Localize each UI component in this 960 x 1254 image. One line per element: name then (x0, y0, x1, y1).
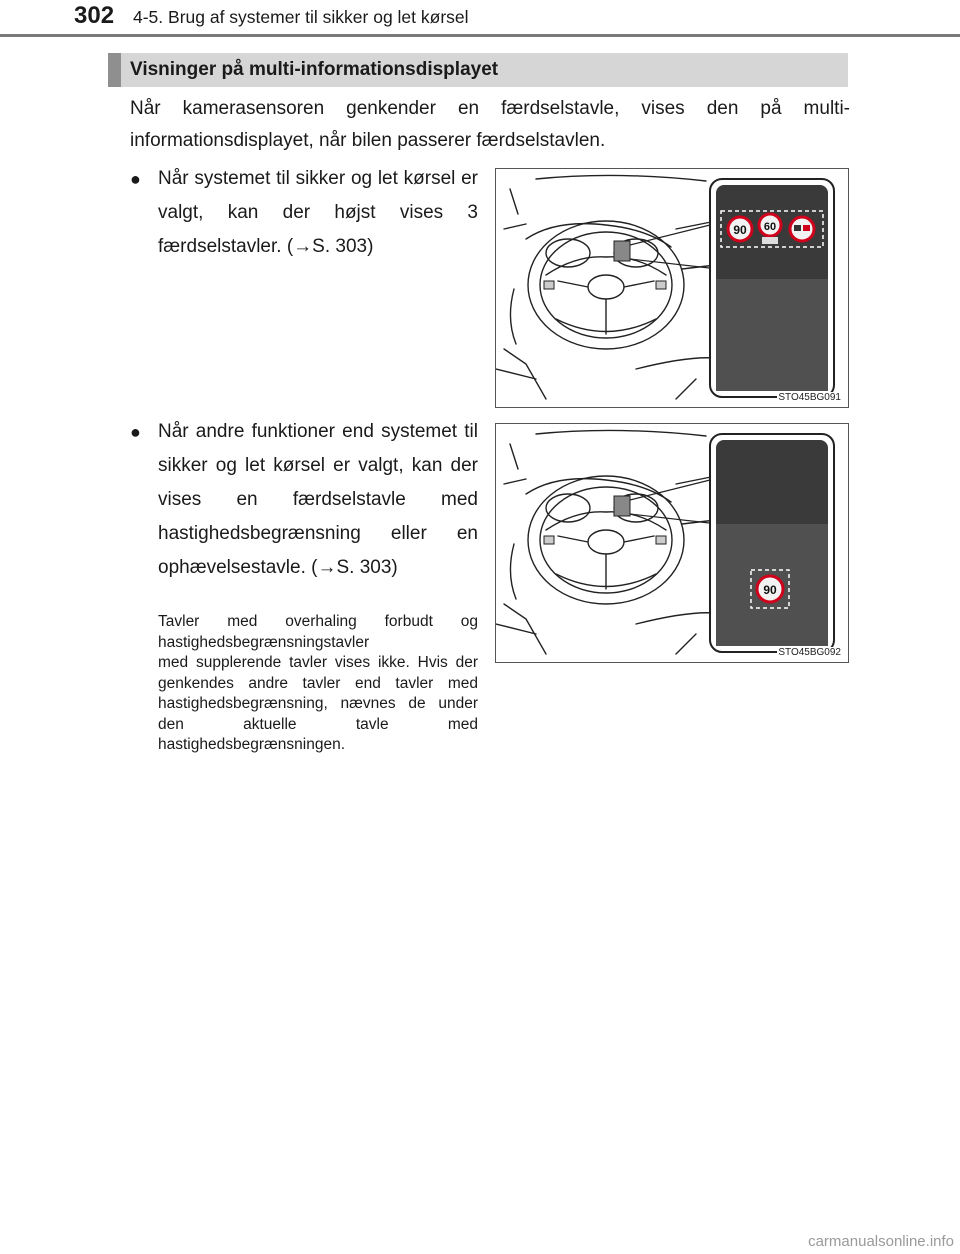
intro-paragraph: Når kamerasensoren genkender en færdselstavle, vises den på multi-informationsdisplayet, når bilen passerer færdselstavlen. (130, 98, 850, 151)
note-text (158, 612, 478, 756)
bullet-dot-icon: ● (130, 169, 141, 189)
speed-sign-icon (757, 576, 783, 602)
sign-value: 90 (763, 583, 777, 597)
watermark: carmanualsonline.info (808, 1233, 954, 1250)
bullet-text: Når systemet til sikker og let kørsel er valgt, kan der højst vises 3 færdselstavler. (→S. 303) (158, 168, 478, 257)
section-heading (108, 53, 848, 87)
figure-code: STO45BG091 (778, 392, 841, 403)
figure-dashboard-one-sign (495, 423, 849, 663)
page-header (0, 0, 960, 40)
dashboard-illustration (496, 424, 849, 663)
bullet-item (130, 415, 478, 585)
no-overtaking-sign-icon (790, 217, 814, 241)
bullet-text: Når andre funktioner end systemet til sikker og let kørsel er valgt, kan der vises en færdselstavle med hastighedsbegrænsning eller en ophævelsestavle. (→S. 303) (158, 421, 478, 578)
sign-value: 60 (763, 221, 777, 233)
sign-value: 90 (733, 223, 747, 237)
page-number: 302 (74, 2, 115, 29)
speed-sign-icon (759, 214, 781, 244)
bullet-dot-icon: ● (130, 422, 141, 442)
section-heading-text: Visninger på multi-informationsdisplayet (130, 59, 499, 80)
note-line: Tavler med overhaling forbudt og hastighedsbegrænsningstavler (158, 613, 478, 651)
chapter-title: 4-5. Brug af systemer til sikker og let kørsel (133, 7, 469, 27)
figure-code: STO45BG092 (778, 647, 841, 658)
note-line: med supplerende tavler vises ikke. Hvis der genkendes andre tavler end tavler med hastighedsbegrænsning, nævnes de under den aktuelle tavle med hastighedsbegrænsningen. (158, 654, 478, 753)
dashboard-illustration (496, 169, 849, 408)
figure-dashboard-three-signs (495, 168, 849, 408)
speed-sign-icon (728, 217, 752, 241)
section-heading-bar (108, 53, 121, 87)
header-rule (0, 34, 960, 37)
bullet-item (130, 162, 478, 264)
